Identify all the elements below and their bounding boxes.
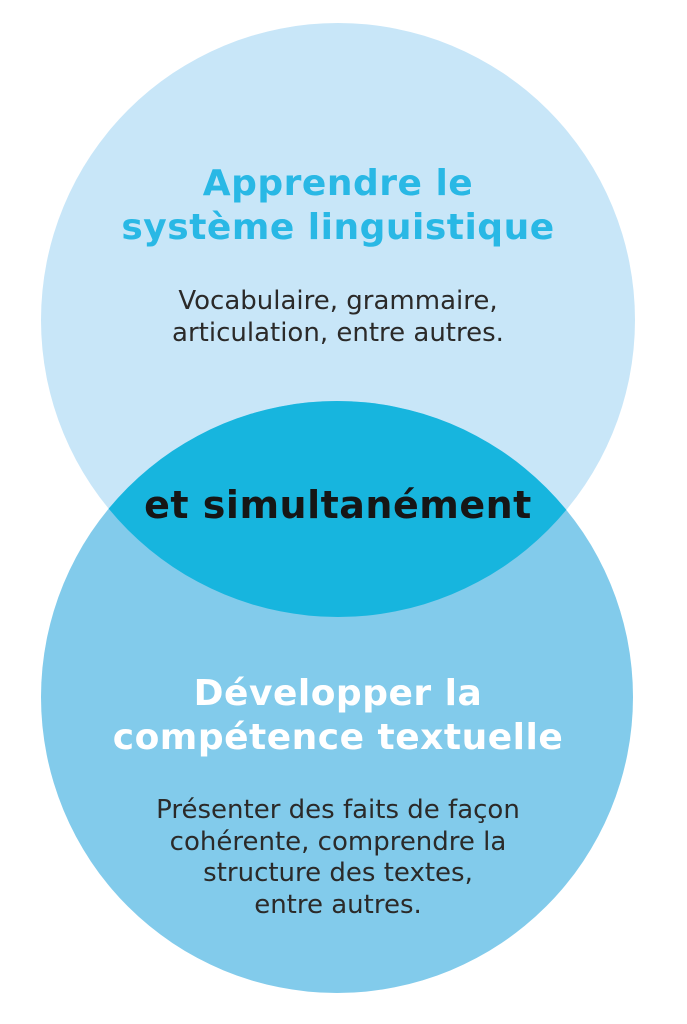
top-circle-title: Apprendre le système linguistique [121, 163, 555, 248]
overlap-label: et simultanément [144, 483, 532, 527]
bottom-circle-subtitle: Présenter des faits de façon cohérente, comprendre la structure des textes, entre autres. [156, 795, 520, 921]
top-circle-subtitle: Vocabulaire, grammaire, articulation, entre autres. [172, 286, 504, 348]
bottom-circle-title: Développer la compétence textuelle [112, 673, 564, 758]
